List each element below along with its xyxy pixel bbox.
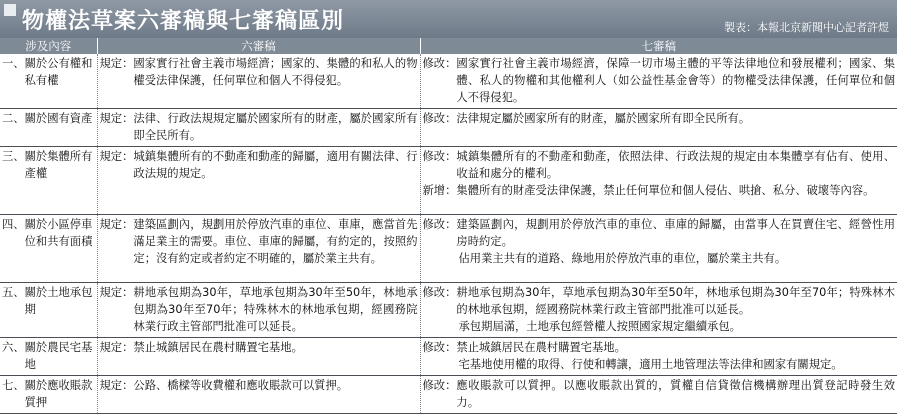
table-row xyxy=(0,109,897,147)
provision-text: 佔用業主共有的道路、綠地用於停放汽車的車位，屬於業主共有。 xyxy=(458,252,787,265)
topic-cell xyxy=(0,147,97,215)
topic-text: 關於國有資產 xyxy=(24,112,93,125)
provision-text: 公路、橋樑等收費權和應收賬款可以質押。 xyxy=(133,379,349,392)
topic-text: 關於土地承包期 xyxy=(24,286,93,316)
provision-text: 集體所有的財產受法律保護，禁止任何單位和個人侵佔、哄搶、私分、破壞等內容。 xyxy=(456,184,875,197)
topic-cell xyxy=(0,338,97,376)
topic-label xyxy=(2,339,95,373)
topic-cell xyxy=(0,54,97,109)
provision-entry xyxy=(423,55,896,106)
topic-number: 六、 xyxy=(2,341,25,354)
provision-text: 耕地承包期為30年，草地承包期為30年至50年，林地承包期為30年至70年；特殊林木的林地承包期，經國務院林業行政主管部門批准可以延長。 xyxy=(456,286,895,316)
provision-label: 規定： xyxy=(99,57,134,70)
draft-six-cell xyxy=(97,338,420,376)
provision-label: 修改： xyxy=(422,286,457,299)
provision-text: 城鎮集體所有的不動產和動產的歸屬，適用有關法律、行政法規的規定。 xyxy=(133,150,418,180)
provision-label: 規定： xyxy=(99,218,134,231)
topic-label xyxy=(2,377,95,411)
provision-label: 修改： xyxy=(422,379,457,392)
table-header-row xyxy=(0,38,897,54)
provision-entry xyxy=(423,110,896,127)
provision-text: 城鎮集體所有的不動產和動產，依照法律、行政法規的規定由本集體享有佔有、使用、收益和處分的權利。 xyxy=(456,150,895,180)
title-marker xyxy=(4,4,16,16)
provision-text: 禁止城鎮居民在農村購置宅基地。 xyxy=(133,341,303,354)
provision-entry xyxy=(423,284,896,318)
provision-entry xyxy=(100,216,418,267)
topic-cell xyxy=(0,109,97,147)
provision-entry xyxy=(100,148,418,182)
draft-seven-cell xyxy=(420,338,897,376)
column-header-draft-six: 六審稿 xyxy=(97,38,420,54)
provision-text: 應收賬款可以質押。以應收賬款出質的，質權自信貸徵信機構辦理出質登記時發生效力。 xyxy=(456,379,895,409)
draft-seven-cell xyxy=(420,283,897,338)
draft-seven-cell xyxy=(420,147,897,215)
topic-number: 二、 xyxy=(2,112,25,125)
topic-text: 關於公有權和私有權 xyxy=(24,57,93,87)
provision-label: 規定： xyxy=(99,112,134,125)
topic-number: 三、 xyxy=(2,150,25,163)
draft-six-cell xyxy=(97,109,420,147)
provision-label: 修改： xyxy=(422,218,457,231)
provision-text: 國家實行社會主義市場經濟；國家的、集體的和私人的物權受法律保護，任何單位和個人不得侵犯。 xyxy=(133,57,418,87)
provision-entry xyxy=(423,339,896,356)
page-title: 物權法草案六審稿與七審稿區別 xyxy=(22,9,345,34)
provision-entry xyxy=(100,110,418,144)
provision-entry xyxy=(423,182,896,199)
topic-text: 關於集體所有產權 xyxy=(24,150,93,180)
title-bar xyxy=(0,0,897,38)
provision-entry xyxy=(100,377,418,394)
topic-label xyxy=(2,216,95,250)
draft-seven-cell xyxy=(420,109,897,147)
column-header-draft-seven: 七審稿 xyxy=(420,38,897,54)
provision-text: 宅基地使用權的取得、行使和轉讓，適用土地管理法等法律和國家有關規定。 xyxy=(458,358,843,371)
topic-number: 四、 xyxy=(2,218,25,231)
draft-seven-cell xyxy=(420,215,897,283)
provision-entry xyxy=(423,216,896,250)
draft-seven-cell xyxy=(420,54,897,109)
provision-text: 建築區劃內，規劃用於停放汽車的車位、車庫，應當首先滿足業主的需要。車位、車庫的歸屬，有約定的，按照約定；沒有約定或者約定不明確的，屬於業主共有。 xyxy=(133,218,418,265)
provision-label: 規定： xyxy=(99,341,134,354)
topic-cell xyxy=(0,283,97,338)
provision-label: 規定： xyxy=(99,150,134,163)
comparison-table xyxy=(0,38,897,414)
draft-six-cell xyxy=(97,283,420,338)
provision-text: 建築區劃內，規劃用於停放汽車的車位、車庫的歸屬，由當事人在買賣住宅、經營性用房時約定。 xyxy=(456,218,895,248)
provision-label: 規定： xyxy=(99,286,134,299)
provision-text: 國家實行社會主義市場經濟，保障一切市場主體的平等法律地位和發展權利；國家、集體、私人的物權和其他權利人（如公益性基金會等）的物權受法律保護，任何單位和個人不得侵犯。 xyxy=(456,57,895,104)
provision-entry xyxy=(423,377,896,411)
table-row xyxy=(0,338,897,376)
provision-label: 修改： xyxy=(422,57,457,70)
topic-cell xyxy=(0,215,97,283)
topic-number: 一、 xyxy=(2,57,25,70)
topic-label xyxy=(2,284,95,318)
table-row xyxy=(0,147,897,215)
provision-entry xyxy=(423,318,896,335)
provision-entry xyxy=(423,250,896,267)
table-row xyxy=(0,215,897,283)
credit-line: 製表：本報北京新聞中心記者許煜 xyxy=(724,21,889,34)
provision-label: 規定： xyxy=(99,379,134,392)
table-row xyxy=(0,283,897,338)
topic-text: 關於農民宅基地 xyxy=(24,341,93,371)
provision-text: 法律規定屬於國家所有的財產，屬於國家所有即全民所有。 xyxy=(456,112,751,125)
provision-text: 耕地承包期為30年，草地承包期為30年至50年，林地承包期為30年至70年；特殊林木的林地承包期，經國務院林業行政主管部門批准可以延長。 xyxy=(133,286,418,333)
provision-label: 修改： xyxy=(422,341,457,354)
topic-number: 五、 xyxy=(2,286,25,299)
topic-label xyxy=(2,55,95,89)
column-header-topic: 涉及內容 xyxy=(0,38,97,54)
draft-six-cell xyxy=(97,215,420,283)
provision-label: 修改： xyxy=(422,150,457,163)
provision-entry xyxy=(100,339,418,356)
topic-number: 七、 xyxy=(2,379,25,392)
topic-text: 關於小區停車位和共有面積 xyxy=(24,218,93,248)
topic-label xyxy=(2,148,95,182)
provision-text: 法律、行政法規規定屬於國家所有的財產，屬於國家所有即全民所有。 xyxy=(133,112,418,142)
provision-text: 承包期屆滿，土地承包經營權人按照國家規定繼續承包。 xyxy=(458,320,741,333)
provision-entry xyxy=(100,284,418,335)
provision-label: 新增： xyxy=(422,184,457,197)
provision-label: 修改： xyxy=(422,112,457,125)
draft-six-cell xyxy=(97,54,420,109)
draft-six-cell xyxy=(97,147,420,215)
topic-label xyxy=(2,110,95,127)
provision-text: 禁止城鎮居民在農村購置宅基地。 xyxy=(456,341,626,354)
provision-entry xyxy=(100,55,418,89)
table-row xyxy=(0,54,897,109)
provision-entry xyxy=(423,148,896,182)
topic-text: 關於應收賬款質押 xyxy=(24,379,93,409)
provision-entry xyxy=(423,356,896,373)
